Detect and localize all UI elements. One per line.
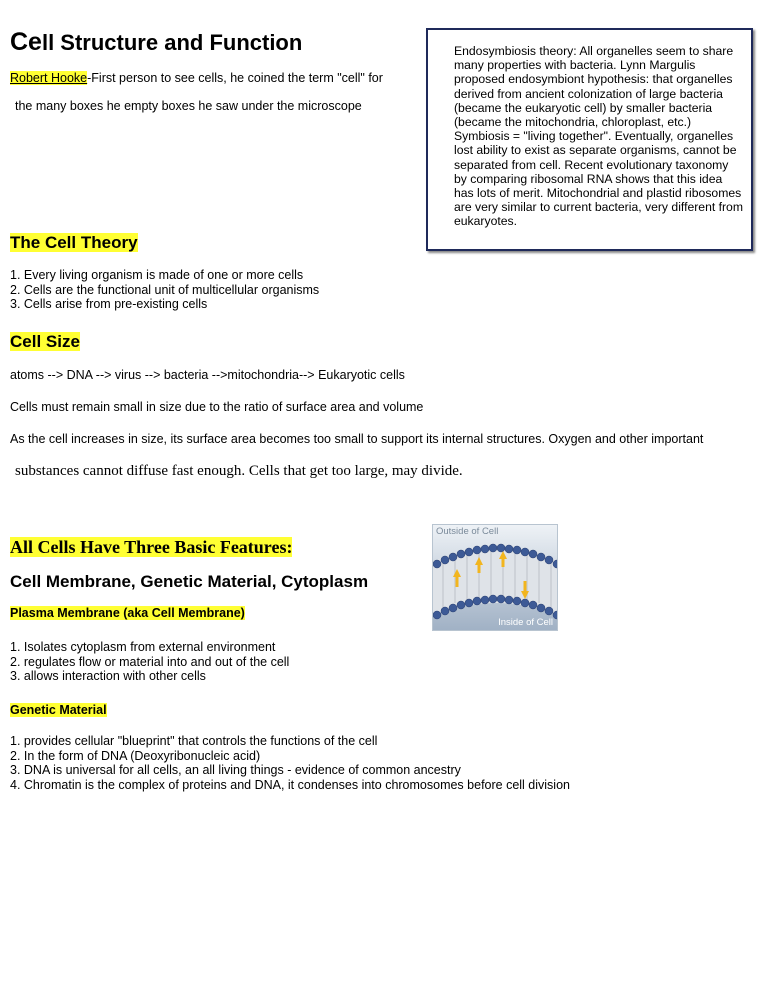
cell-size-heading-text: Cell Size [10,332,80,351]
cell-theory-heading [10,233,138,253]
list-item: 2. In the form of DNA (Deoxyribonucleic acid) [10,748,261,763]
list-item: 4. Chromatin is the complex of proteins and DNA, it condenses into chromosomes before cell division [10,777,570,792]
list-item: 2. Cells are the functional unit of multicellular organisms [10,282,320,297]
membrane-svg [433,525,558,631]
outside-cell-label: Outside of Cell [436,526,499,537]
list-item: 3. Cells arise from pre-existing cells [10,297,208,311]
hooke-line1: -First person to see cells, he coined the term "cell" for [87,71,383,85]
cell-theory-heading-text: The Cell Theory [10,233,138,252]
page-title-initial: Ce [10,28,42,56]
cell-theory-list [10,268,319,312]
genetic-material-list [10,734,570,792]
page-title [10,28,302,57]
plasma-membrane-heading-text: Plasma Membrane (aka Cell Membrane) [10,606,245,620]
size-ratio: Cells must remain small in size due to the ratio of surface area and volume [10,400,424,414]
endosymbiosis-box [426,28,753,251]
plasma-membrane-heading [10,606,245,620]
genetic-material-heading [10,703,107,717]
features-subheading: Cell Membrane, Genetic Material, Cytoplasm [10,572,369,591]
size-growth-1: As the cell increases in size, its surface area becomes too small to support its internal structures. Oxygen and other important [10,432,704,446]
genetic-material-heading-text: Genetic Material [10,703,107,717]
cell-size-heading [10,332,80,352]
features-heading [10,537,292,558]
size-scale: atoms --> DNA --> virus --> bacteria -->mitochondria--> Eukaryotic cells [10,368,405,382]
list-item: 3. allows interaction with other cells [10,669,206,683]
hooke-line2: the many boxes he empty boxes he saw under the microscope [15,99,362,113]
list-item: 1. Every living organism is made of one or more cells [10,268,304,282]
page-title-rest: ll Structure and Function [41,30,303,55]
list-item: 3. DNA is universal for all cells, an all living things - evidence of common ancestry [10,763,461,777]
plasma-membrane-list [10,640,289,684]
list-item: 2. regulates flow or material into and out of the cell [10,654,290,669]
endosymbiosis-text: Endosymbiosis theory: All organelles seem to share many properties with bacteria. Lynn Margulis proposed endosymbiont hypothesis: that organelles derived from ancient colonization of large bacteria (became the eukaryotic cell) by smaller bacteria (became the mitochondria, chloroplast, etc.) Symbiosis = "living together". Eventually, organelles lost ability to exist as separate organisms, cannot be separated from cell. Recent evolutionary taxonomy by comparing ribosomal RNA shows that this idea has lots of merit. Mitochondrial and plastid ribosomes are very similar to current bacteria, very different from eukaryotes. [454,44,743,229]
membrane-illustration [432,524,558,631]
list-item: 1. Isolates cytoplasm from external environment [10,640,276,654]
list-item: 1. provides cellular "blueprint" that controls the functions of the cell [10,734,378,748]
inside-cell-label: Inside of Cell [498,617,553,628]
hooke-name: Robert Hooke [10,71,88,85]
features-heading-text: All Cells Have Three Basic Features: [10,537,293,557]
size-growth-2: substances cannot diffuse fast enough. Cells that get too large, may divide. [15,463,463,479]
hooke-paragraph [10,70,383,86]
